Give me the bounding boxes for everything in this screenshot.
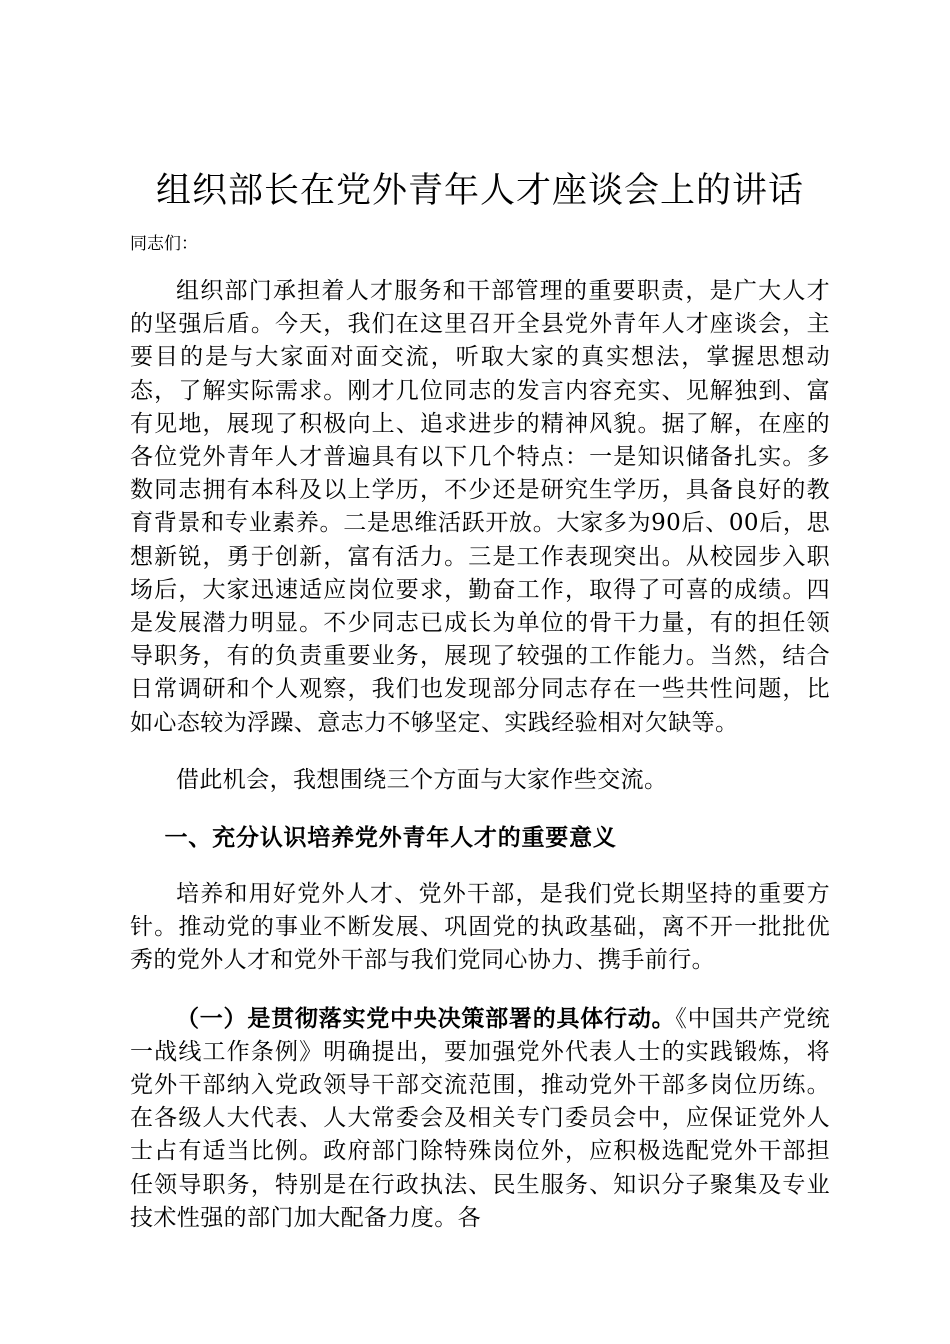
- paragraph-section-1-intro: 培养和用好党外人才、党外干部，是我们党长期坚持的重要方针。推动党的事业不断发展、巩固党的执政基础，离不开一批批优秀的党外人才和党外干部与我们党同心协力、携手前行。: [130, 881, 830, 974]
- paragraph-subsection-1: [130, 1002, 830, 1235]
- document-title: 组织部长在党外青年人才座谈会上的讲话: [155, 171, 804, 211]
- paragraph-intro: 组织部门承担着人才服务和干部管理的重要职责，是广大人才的坚强后盾。今天，我们在这里召开全县党外青年人才座谈会，主要目的是与大家面对面交流，听取大家的真实想法，掌握思想动态，了解实际需求。刚才几位同志的发言内容充实、见解独到、富有见地，展现了积极向上、追求进步的精神风貌。据了解，在座的各位党外青年人才普遍具有以下几个特点：一是知识储备扎实。多数同志拥有本科及以上学历，不少还是研究生学历，具备良好的教育背景和专业素养。二是思维活跃开放。大家多为90后、00后，思想新锐，勇于创新，富有活力。三是工作表现突出。从校园步入职场后，大家迅速适应岗位要求，勤奋工作，取得了可喜的成绩。四是发展潜力明显。不少同志已成长为单位的骨干力量，有的担任领导职务，有的负责重要业务，展现了较强的工作能力。当然，结合日常调研和个人观察，我们也发现部分同志存在一些共性问题，比如心态较为浮躁、意志力不够坚定、实践经验相对欠缺等。: [130, 278, 830, 736]
- section-heading-1: 一、充分认识培养党外青年人才的重要意义: [164, 824, 617, 852]
- paragraph-spacer: [130, 740, 830, 764]
- subsection-body: 《中国共产党统一战线工作条例》明确提出，要加强党外代表人士的实践锻炼，将党外干部纳入党政领导干部交流范围，推动党外干部多岗位历练。在各级人大代表、人大常委会及相关专门委员会中，应保证党外人士占有适当比例。政府部门除特殊岗位外，应积极选配党外干部担任领导职务，特别是在行政执法、民生服务、知识分子聚集及专业技术性强的部门加大配备力度。各: [130, 1005, 830, 1231]
- paragraph-spacer: [130, 978, 830, 1002]
- paragraph-transition: 借此机会，我想围绕三个方面与大家作些交流。: [176, 766, 668, 793]
- subsection-lead: （一）是贯彻落实党中央决策部署的具体行动。: [176, 1004, 676, 1032]
- paragraph-spacer: [130, 797, 830, 821]
- document-body: [130, 275, 830, 1235]
- paragraph-spacer: [130, 854, 830, 878]
- greeting: 同志们：: [130, 234, 198, 254]
